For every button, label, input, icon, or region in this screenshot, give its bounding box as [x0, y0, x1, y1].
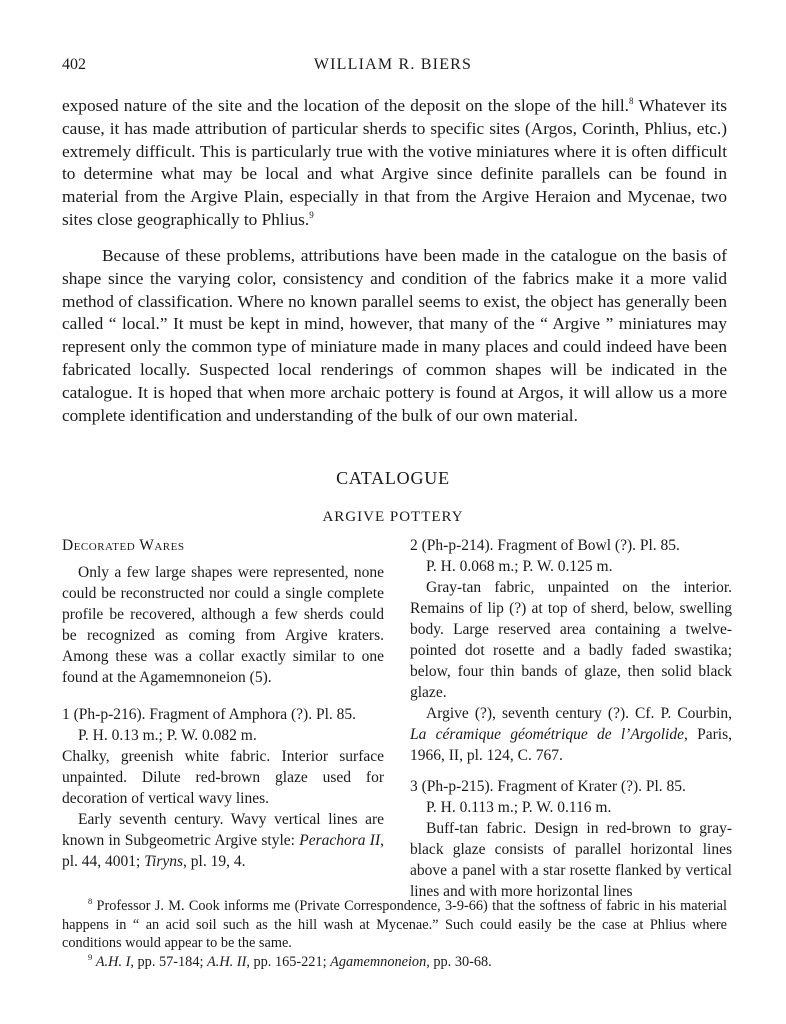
item-1-date-text: Early seventh century. Wavy vertical lines are known in Subgeometric Argive style: [62, 811, 384, 849]
paragraph-1-text-b: Whatever its cause, it has made attribution of particular sherds to specific sites (Argos, Corinth, Phlius, etc.) extremely difficult. This is particularly true with the votive miniatures where it is often difficult to determine what may be local and what Argive since definite parallels can be found in material from the Argive Plain, especially in that from the Argive Heraion and Mycenae, two sites close geographically to Phlius. [62, 96, 727, 229]
catalogue-item-2-attribution [410, 703, 732, 766]
catalogue-item-2-heading: 2 (Ph-p-214). Fragment of Bowl (?). Pl. 85. [410, 537, 680, 554]
subhead-decorated-wares: Decorated Wares [62, 537, 185, 554]
section-title: ARGIVE POTTERY [322, 509, 464, 525]
running-head: WILLIAM R. BIERS [313, 56, 473, 73]
catalogue-item-3-description: Buff-tan fabric. Design in red-brown to gray-black glaze consists of parallel horizontal lines above a panel with a star rosette flanked by vertical lines and with more horizontal lines [410, 820, 732, 900]
ref-ah-ii: A.H. II [207, 953, 247, 970]
footnote-8-mark: 8 [88, 896, 93, 906]
footnote-9-mark: 9 [88, 951, 93, 962]
ref-courbin-rest: , Paris, 1966, II, pl. 124, C. 767. [410, 726, 732, 764]
catalogue-item-1-measurements: P. H. 0.13 m.; P. W. 0.082 m. [78, 727, 257, 744]
ref-agamemnoneion: Agamemnoneion [330, 953, 427, 970]
paragraph-1-text-a: exposed nature of the site and the location of the deposit on the slope of the hill. [62, 96, 629, 115]
catalogue-item-1-heading: 1 (Ph-p-216). Fragment of Amphora (?). Pl. 85. [62, 706, 357, 723]
page-header [62, 56, 724, 80]
catalogue-item-1-description: Chalky, greenish white fabric. Interior surface unpainted. Dilute red-brown glaze used for decoration of vertical wavy lines. [62, 748, 384, 807]
catalogue-title: CATALOGUE [336, 468, 450, 488]
ref-courbin: La céramique géométrique de l’Argolide [410, 726, 684, 743]
footnote-ref-8[interactable]: 8 [628, 96, 634, 106]
paragraph-2 [62, 245, 727, 427]
page-number: 402 [62, 56, 86, 73]
ref-perachora: Perachora II [299, 832, 381, 849]
ref-perachora-rest: , pl. 44, 4001; [62, 832, 385, 870]
decorated-wares-intro: Only a few large shapes were represented, none could be reconstructed nor could a single complete profile be recovered, although a few sherds could be recognized as coming from Argive kraters. Among these was a collar exactly similar to one found at the Agamemnoneion (5). [62, 564, 384, 686]
ref-tiryns: Tiryns [144, 853, 184, 870]
paragraph-1 [62, 95, 727, 232]
paragraph-2-text: Because of these problems, attributions have been made in the catalogue on the basis of shape since the varying color, consistency and condition of the fabrics make it a more valid method of classification. Where no known parallel seems to exist, the object has generally been called “ local.” It must be kept in mind, however, that many of the “ Argive ” miniatures may represent only the common type of miniature made in many places and could indeed have been fabricated locally. Suspected local renderings of common shapes will be indicated in the catalogue. It is hoped that when more archaic pottery is found at Argos, it will allow us a more complete identification and understanding of the bulk of our own material. [62, 246, 727, 425]
ref-ah-i: A.H. I [95, 953, 131, 970]
ref-ah-ii-rest: , pp. 165-221; [246, 953, 331, 970]
footnotes [62, 897, 727, 971]
ref-tiryns-rest: , pl. 19, 4. [183, 853, 246, 870]
catalogue-item-2-description: Gray-tan fabric, unpainted on the interior. Remains of lip (?) at top of sherd, below, swelling body. Large reserved area containing a twelve-pointed dot rosette and a badly faded swastika; below, four thin bands of glaze, then solid black glaze. [410, 579, 732, 701]
footnote-ref-9[interactable]: 9 [309, 209, 314, 220]
item-2-attr-text: Argive (?), seventh century (?). Cf. P. Courbin, [426, 705, 732, 722]
footnote-8-text: Professor J. M. Cook informs me (Private Correspondence, 3-9-66) that the softness of fabric in his material happens in “ an acid soil such as the hill wash at Mycenae.” Such could easily be the case at Phlius where conditions would appear to be the same. [62, 898, 727, 951]
catalogue-item-3-heading: 3 (Ph-p-215). Fragment of Krater (?). Pl. 85. [410, 778, 686, 795]
footnote-8 [62, 897, 727, 953]
catalogue-item-3-measurements: P. H. 0.113 m.; P. W. 0.116 m. [426, 799, 612, 816]
catalogue-item-2-measurements: P. H. 0.068 m.; P. W. 0.125 m. [426, 558, 613, 575]
catalogue-item-1-date [62, 809, 384, 872]
right-column [410, 535, 732, 902]
footnote-9 [62, 953, 727, 972]
ref-agamemnoneion-rest: , pp. 30-68. [426, 953, 492, 970]
left-column [62, 535, 384, 872]
ref-ah-i-rest: , pp. 57-184; [130, 953, 208, 970]
